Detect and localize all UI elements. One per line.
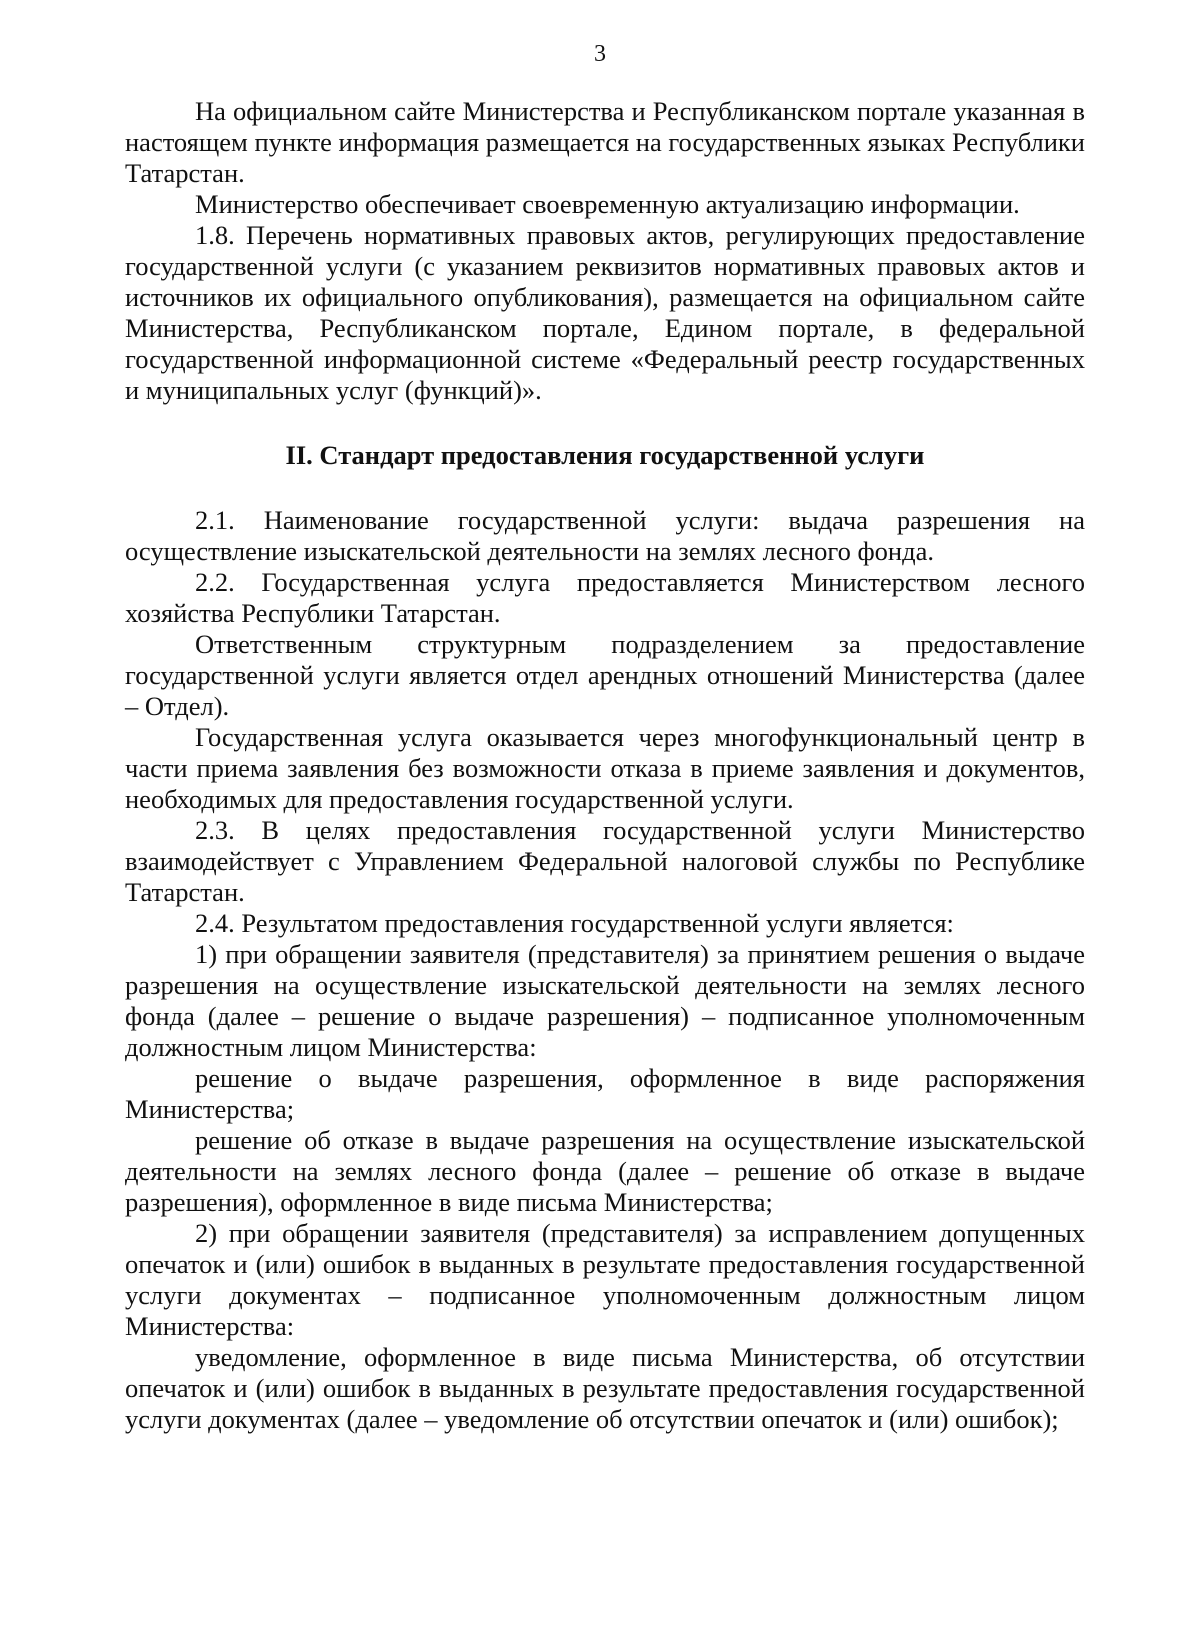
document-body (125, 96, 1085, 1435)
paragraph-site-languages: На официальном сайте Министерства и Республиканском портале указанная в настоящем пункте информация размещается на государственных языках Республики Татарстан. (125, 96, 1085, 188)
paragraph-2-3: 2.3. В целях предоставления государственной услуги Министерство взаимодействует с Управлением Федеральной налоговой службы по Республике Татарстан. (125, 815, 1085, 907)
paragraph-2-1: 2.1. Наименование государственной услуги: выдача разрешения на осуществление изыскательской деятельности на землях лесного фонда. (125, 505, 1085, 566)
section-heading: II. Стандарт предоставления государственной услуги (285, 440, 925, 470)
paragraph-responsible-unit: Ответственным структурным подразделением за предоставление государственной услуги является отдел арендных отношений Министерства (далее – Отдел). (125, 629, 1085, 721)
paragraph-refusal-decision: решение об отказе в выдаче разрешения на осуществление изыскательской деятельности на землях лесного фонда (далее – решение об отказе в выдаче разрешения), оформленное в виде письма Министерства; (125, 1125, 1085, 1217)
paragraph-2-2: 2.2. Государственная услуга предоставляется Министерством лесного хозяйства Республики Татарстан. (125, 567, 1085, 628)
paragraph-result-2: 2) при обращении заявителя (представителя) за исправлением допущенных опечаток и (или) ошибок в выданных в результате предоставления государственной услуги документах – подписанное уполномоченным должностным лицом Министерства: (125, 1218, 1085, 1341)
paragraph-result-1: 1) при обращении заявителя (представителя) за принятием решения о выдаче разрешения на осуществление изыскательской деятельности на землях лесного фонда (далее – решение о выдаче разрешения) – подписанное уполномоченным должностным лицом Министерства: (125, 939, 1085, 1062)
paragraph-notice: уведомление, оформленное в виде письма Министерства, об отсутствии опечаток и (или) ошибок в выданных в результате предоставления государственной услуги документах (далее – уведомление об отсутствии опечаток и (или) ошибок); (125, 1342, 1085, 1434)
paragraph-mfc: Государственная услуга оказывается через многофункциональный центр в части приема заявления без возможности отказа в приеме заявления и документов, необходимых для предоставления государственной услуги. (125, 722, 1085, 814)
paragraph-2-4: 2.4. Результатом предоставления государственной услуги является: (195, 908, 954, 938)
paragraph-permit-decision: решение о выдаче разрешения, оформленное в виде распоряжения Министерства; (125, 1063, 1085, 1124)
paragraph-actualization: Министерство обеспечивает своевременную актуализацию информации. (195, 189, 1020, 219)
page-number: 3 (594, 41, 606, 67)
paragraph-1-8: 1.8. Перечень нормативных правовых актов, регулирующих предоставление государственной услуги (с указанием реквизитов нормативных правовых актов и источников их официального опубликования), размещается на официальном сайте Министерства, Республиканском портале, Едином портале, в федеральной государственной информационной системе «Федеральный реестр государственных и муниципальных услуг (функций)». (125, 220, 1085, 405)
